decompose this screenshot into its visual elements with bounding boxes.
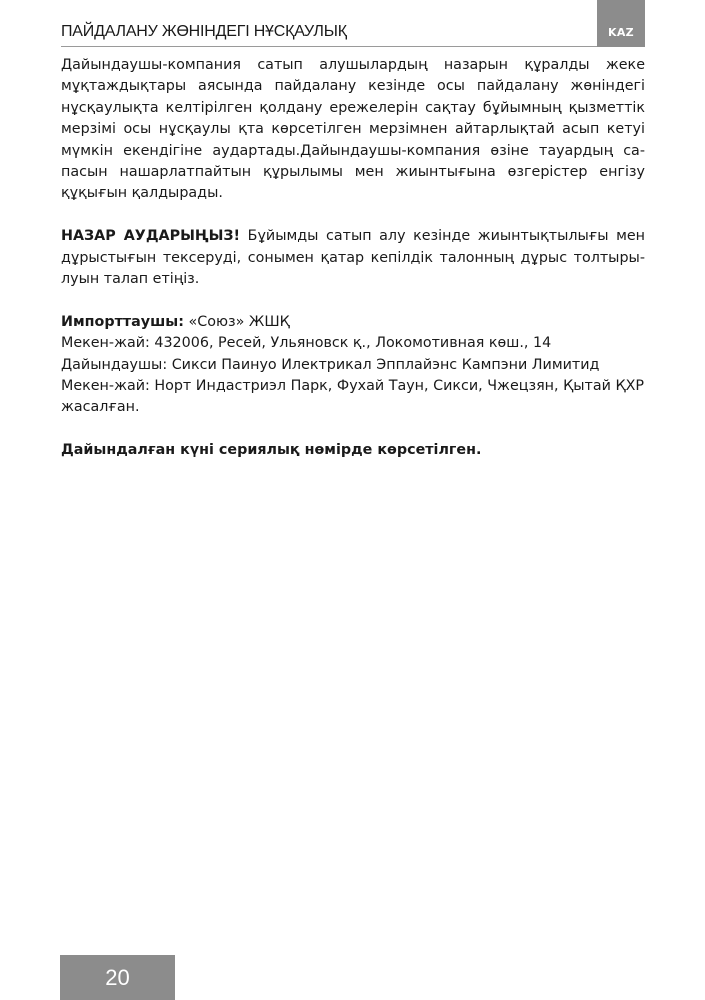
importer-line [61, 312, 645, 333]
language-tab: KAZ [597, 0, 645, 47]
attention-text: Бұйымды сатып алу кезінде жиынтықтылығы мен дұрыстығын тексеруді, сонымен қатар кепілдік талонның дұрыс толтырылуын талап етіңіз. [61, 228, 646, 288]
attention-label: НАЗАР АУДАРЫҢЫЗ! [61, 228, 241, 245]
importer-value: «Союз» ЖШҚ [183, 313, 290, 330]
manufacture-date-note: Дайындалған күні сериялық нөмірде көрсетілген. [61, 442, 482, 459]
page-title: ПАЙДАЛАНУ ЖӨНІНДЕГІ НҰСҚАУЛЫҚ [61, 23, 347, 40]
document-body [61, 55, 645, 462]
manufacturer-notice-paragraph: Дайындаушы-компания сатып алушылардың назарын құралды жеке мұқтаждықтары аясында пайдалану кезінде осы пайдалану жөніндегі нұсқаулықта келтірілген қолдану ережелерін сақтау бұйымның қызметтік мерзімі осы нұсқаулы қта көрсетілген мерзімнен айтарлықтай асып кетуі мүмкін екендігіне аудартады.Дайындаушы-компания өзіне тауардың сапасын нашарлатпайтын құрылымы мен жиынтығына өзгерістер енгізу құқығын қалдырады. [61, 57, 645, 202]
header-divider [61, 46, 645, 47]
manufacturer-line: Дайындаушы: Сикси Паинуо Илектрикал Эпплайэнс Кампэни Лимитид [61, 356, 600, 373]
importer-address: Мекен-жай: 432006, Ресей, Ульяновск қ., Локомотивная көш., 14 [61, 335, 552, 352]
attention-paragraph [61, 226, 645, 290]
manufacturer-address: Мекен-жай: Норт Индастриэл Парк, Фухай Таун, Сикси, Чжецзян, Қытай ҚХР жасалған. [61, 378, 645, 416]
page-number: 20 [60, 955, 175, 1000]
importer-label: Импорттаушы: [61, 313, 184, 330]
